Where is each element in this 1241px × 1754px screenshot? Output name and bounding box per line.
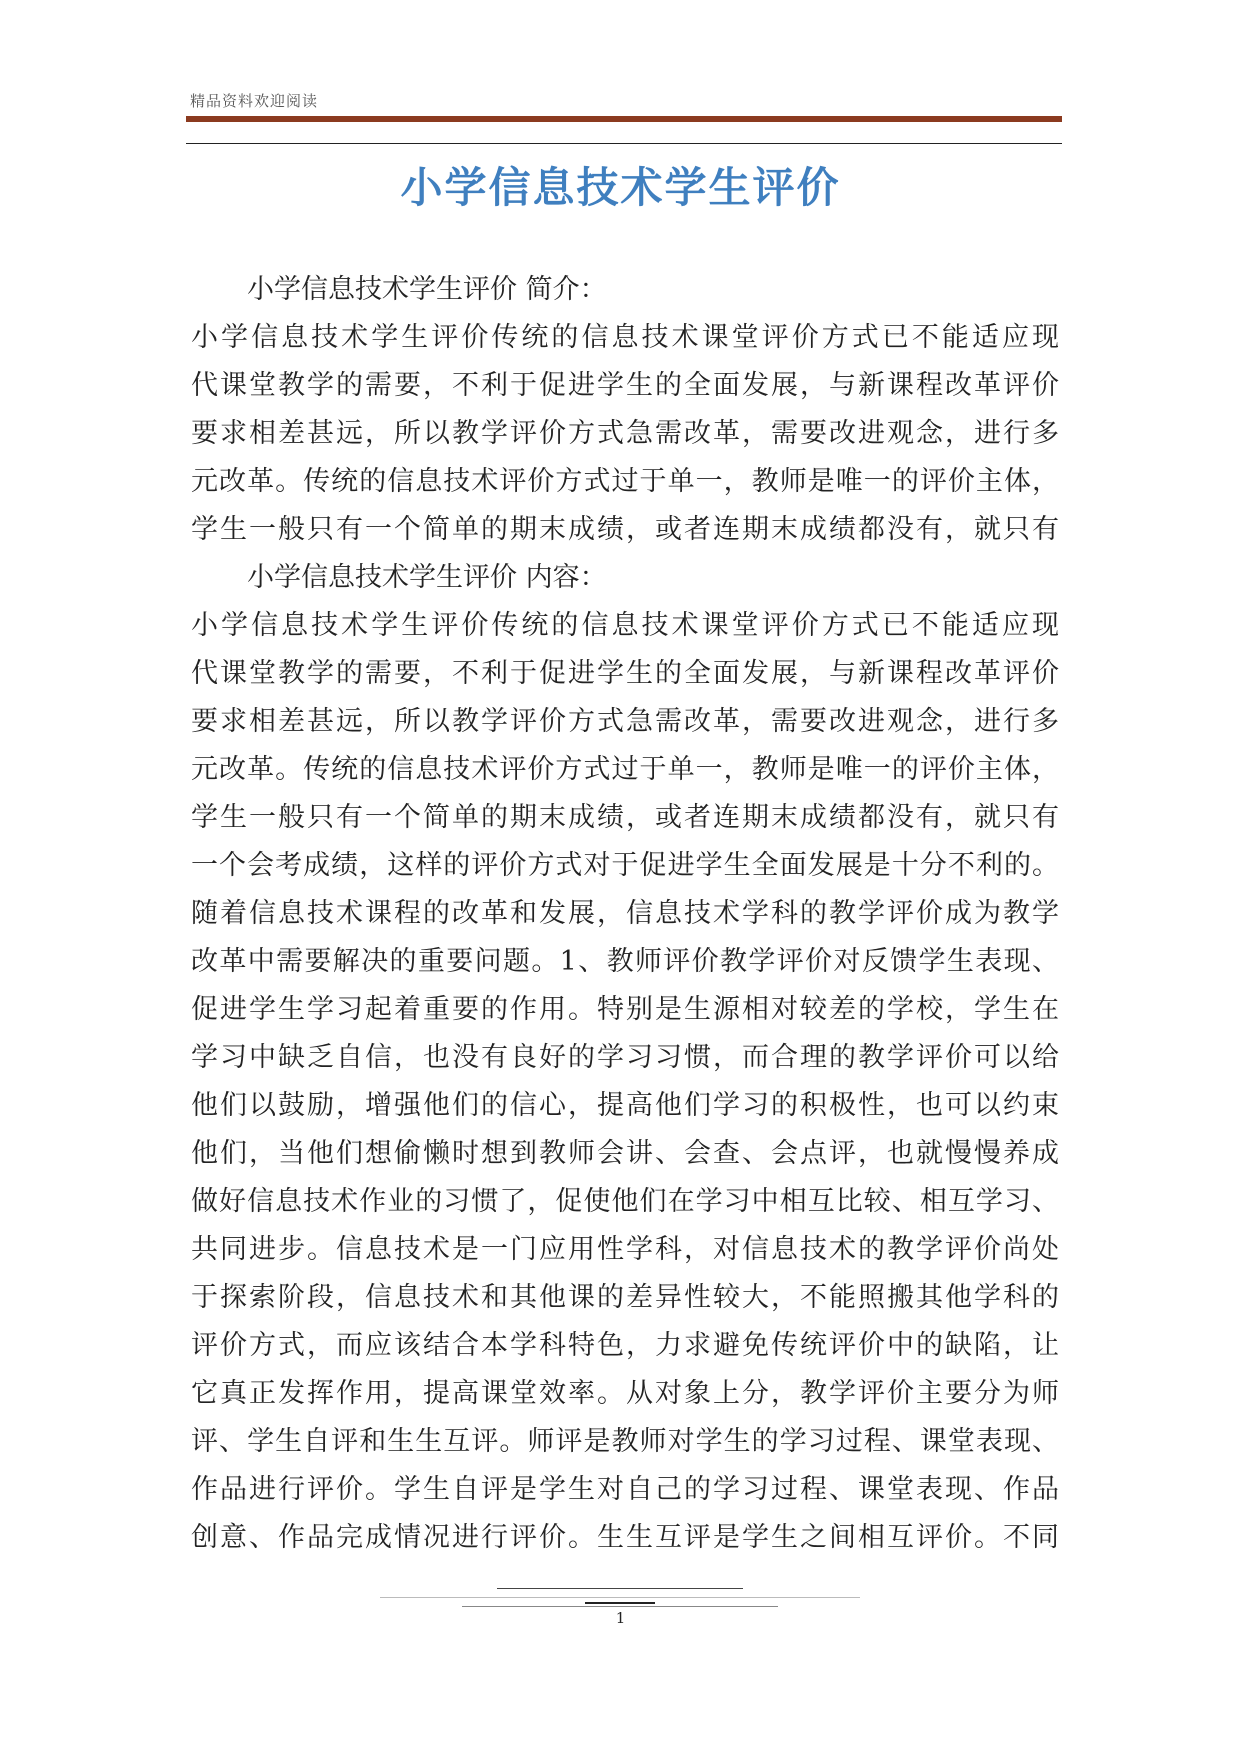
body-line: 要求相差甚远，所以教学评价方式急需改革，需要改进观念，进行多 (191, 418, 1059, 449)
body-line: 一个会考成绩，这样的评价方式对于促进学生全面发展是十分不利的。 (191, 850, 1059, 881)
body-line: 它真正发挥作用，提高课堂效率。从对象上分，教学评价主要分为师 (191, 1378, 1059, 1409)
page-number: 1 (615, 1609, 626, 1627)
body-line: 学生一般只有一个简单的期末成绩，或者连期末成绩都没有，就只有 (191, 514, 1059, 545)
body-line: 他们以鼓励，增强他们的信心，提高他们学习的积极性，也可以约束 (191, 1090, 1059, 1121)
header-text: 精品资料欢迎阅读 (190, 92, 319, 110)
document-body (191, 266, 1059, 1562)
section-heading-intro: 小学信息技术学生评价 简介： (247, 274, 607, 305)
body-line: 小学信息技术学生评价传统的信息技术课堂评价方式已不能适应现 (191, 322, 1059, 353)
footer-rule (380, 1597, 860, 1598)
body-line: 促进学生学习起着重要的作用。特别是生源相对较差的学校，学生在 (191, 994, 1059, 1025)
body-line: 他们，当他们想偷懒时想到教师会讲、会查、会点评，也就慢慢养成 (191, 1138, 1059, 1169)
body-line: 于探索阶段，信息技术和其他课的差异性较大，不能照搬其他学科的 (191, 1282, 1059, 1313)
body-line: 随着信息技术课程的改革和发展，信息技术学科的教学评价成为教学 (191, 898, 1059, 929)
body-line: 做好信息技术作业的习惯了，促使他们在学习中相互比较、相互学习、 (191, 1186, 1059, 1217)
body-line: 创意、作品完成情况进行评价。生生互评是学生之间相互评价。不同 (191, 1522, 1059, 1553)
body-line: 代课堂教学的需要，不利于促进学生的全面发展，与新课程改革评价 (191, 370, 1059, 401)
body-line: 小学信息技术学生评价传统的信息技术课堂评价方式已不能适应现 (191, 610, 1059, 641)
body-line: 元改革。传统的信息技术评价方式过于单一，教师是唯一的评价主体， (191, 466, 1059, 497)
body-line: 要求相差甚远，所以教学评价方式急需改革，需要改进观念，进行多 (191, 706, 1059, 737)
body-line: 学生一般只有一个简单的期末成绩，或者连期末成绩都没有，就只有 (191, 802, 1059, 833)
body-line: 元改革。传统的信息技术评价方式过于单一，教师是唯一的评价主体， (191, 754, 1059, 785)
body-line: 评价方式，而应该结合本学科特色，力求避免传统评价中的缺陷，让 (191, 1330, 1059, 1361)
footer-rule (497, 1588, 743, 1589)
body-line: 代课堂教学的需要，不利于促进学生的全面发展，与新课程改革评价 (191, 658, 1059, 689)
header-rule-thin (186, 143, 1062, 144)
body-line: 学习中缺乏自信，也没有良好的学习习惯，而合理的教学评价可以给 (191, 1042, 1059, 1073)
page-title: 小学信息技术学生评价 (400, 163, 841, 212)
body-line: 评、学生自评和生生互评。师评是教师对学生的学习过程、课堂表现、 (191, 1426, 1059, 1457)
body-line: 改革中需要解决的重要问题。1、教师评价教学评价对反馈学生表现、 (191, 946, 1059, 977)
body-line: 作品进行评价。学生自评是学生对自己的学习过程、课堂表现、作品 (191, 1474, 1059, 1505)
header-rule-thick (186, 116, 1062, 122)
body-line: 共同进步。信息技术是一门应用性学科，对信息技术的教学评价尚处 (191, 1234, 1059, 1265)
section-heading-content: 小学信息技术学生评价 内容： (247, 562, 607, 593)
footer-rule (585, 1602, 655, 1604)
footer-rule (462, 1606, 778, 1607)
